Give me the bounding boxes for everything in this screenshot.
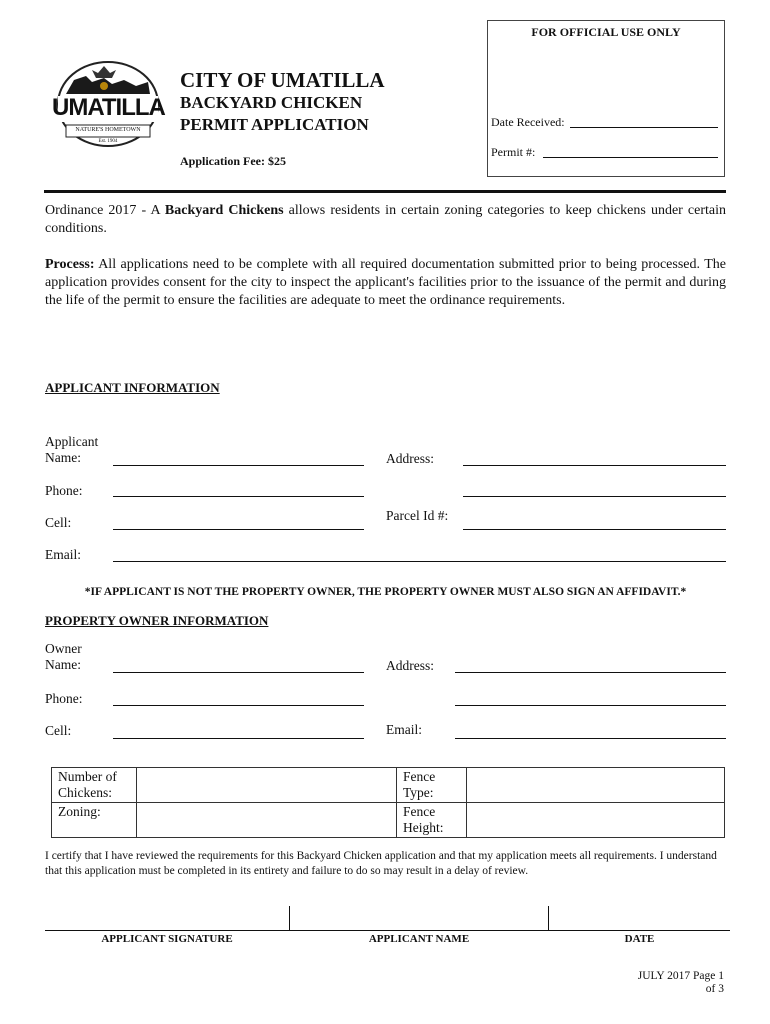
fence-height-label-cell (397, 803, 467, 838)
zoning-label-cell: Zoning: (52, 803, 137, 838)
applicant-phone-label: Phone: (45, 483, 83, 498)
fence-height-input-cell[interactable] (467, 803, 725, 838)
details-row (52, 768, 725, 803)
affidavit-note: *IF APPLICANT IS NOT THE PROPERTY OWNER, THE PROPERTY OWNER MUST ALSO SIGN AN AFFIDAVIT.* (84, 586, 687, 598)
ordinance-suffix: allows residents in certain zoning categories to keep chickens under certain conditions. (45, 203, 726, 236)
application-fee: Application Fee: $25 (180, 154, 286, 168)
process-paragraph (45, 256, 726, 310)
applicant-email-field[interactable] (113, 561, 726, 562)
applicant-name-label-1: Applicant (45, 434, 99, 449)
applicant-signature-label: APPLICANT SIGNATURE (101, 933, 233, 945)
owner-name-label-1: Owner (45, 641, 82, 656)
applicant-name-label (45, 434, 98, 466)
details-table (51, 767, 725, 838)
applicant-name-sign-field[interactable] (290, 906, 548, 930)
zoning-input-cell[interactable] (137, 803, 397, 838)
owner-name-label (45, 641, 82, 673)
logo-est: Est. 1904 (98, 139, 118, 144)
owner-email-label: Email: (386, 722, 422, 737)
signature-rule (45, 930, 730, 931)
ordinance-prefix: Ordinance 2017 - A (45, 203, 165, 218)
logo-name: UMATILLA (52, 94, 165, 121)
date-received-field[interactable] (570, 127, 718, 128)
owner-email-field[interactable] (455, 738, 726, 739)
permit-number-field[interactable] (543, 157, 718, 158)
header-divider (44, 190, 726, 193)
parcel-id-label: Parcel Id #: (386, 508, 449, 523)
applicant-address-label: Address: (386, 451, 434, 466)
chickens-label-1: Number of (58, 769, 117, 784)
form-title-line1: BACKYARD CHICKEN (180, 93, 363, 112)
applicant-heading: APPLICANT INFORMATION (45, 380, 220, 395)
certification-text: I certify that I have reviewed the requirements for this Backyard Chicken application and that my application meets all requirements. I understand that this application must be completed in its entirety and failure to do so may result in a delay of review. (45, 850, 717, 877)
applicant-name-sign-label: APPLICANT NAME (368, 933, 470, 945)
owner-name-label-2: Name: (45, 657, 81, 672)
parcel-id-field[interactable] (463, 529, 726, 530)
applicant-cell-label: Cell: (45, 515, 72, 530)
fence-type-label-2: Type: (403, 785, 434, 800)
applicant-address-line2-field[interactable] (463, 496, 726, 497)
details-row (52, 803, 725, 838)
owner-phone-label: Phone: (45, 691, 83, 706)
applicant-signature-field[interactable] (45, 906, 289, 930)
owner-phone-field[interactable] (113, 705, 364, 706)
owner-cell-label: Cell: (45, 723, 72, 738)
form-title-line2: PERMIT APPLICATION (180, 115, 369, 134)
fence-type-label-1: Fence (403, 769, 436, 784)
fence-type-label-cell (397, 768, 467, 803)
footer-line2: of 3 (705, 983, 724, 995)
applicant-name-label-2: Name: (45, 450, 81, 465)
date-received-label: Date Received: (491, 115, 565, 129)
logo-tagline: NATURE'S HOMETOWN (75, 127, 141, 133)
applicant-phone-field[interactable] (113, 496, 364, 497)
applicant-email-label: Email: (45, 547, 81, 562)
city-title: CITY OF UMATILLA (180, 68, 385, 92)
ordinance-bold: Backyard Chickens (164, 203, 284, 218)
city-logo (52, 58, 164, 150)
chickens-label-2: Chickens: (58, 785, 112, 800)
applicant-address-field[interactable] (463, 465, 726, 466)
applicant-name-field[interactable] (113, 465, 364, 466)
fence-type-input-cell[interactable] (467, 768, 725, 803)
owner-cell-field[interactable] (113, 738, 364, 739)
date-sign-field[interactable] (549, 906, 730, 930)
ordinance-paragraph (45, 202, 726, 238)
process-text: All applications need to be complete with all required documentation submitted prior to being processed. The application provides consent for the city to inspect the applicant's facilities prior to the issuance of the permit and during the life of the permit to ensure the facilities are adequate to meet the ordinance requirements. (45, 257, 726, 308)
official-use-title: FOR OFFICIAL USE ONLY (531, 25, 681, 39)
chickens-input-cell[interactable] (137, 768, 397, 803)
fence-height-label-2: Height: (403, 820, 444, 835)
date-sign-label: DATE (624, 933, 655, 945)
process-label: Process: (45, 257, 95, 272)
owner-name-field[interactable] (113, 672, 364, 673)
owner-address-field[interactable] (455, 672, 726, 673)
owner-address-label: Address: (386, 658, 434, 673)
chickens-label-cell (52, 768, 137, 803)
page-footer (560, 970, 724, 996)
fence-height-label-1: Fence (403, 804, 436, 819)
owner-heading: PROPERTY OWNER INFORMATION (45, 613, 269, 628)
owner-address-line2-field[interactable] (455, 705, 726, 706)
permit-number-label: Permit #: (491, 145, 536, 159)
applicant-cell-field[interactable] (113, 529, 364, 530)
footer-line1: JULY 2017 Page 1 (637, 970, 724, 982)
